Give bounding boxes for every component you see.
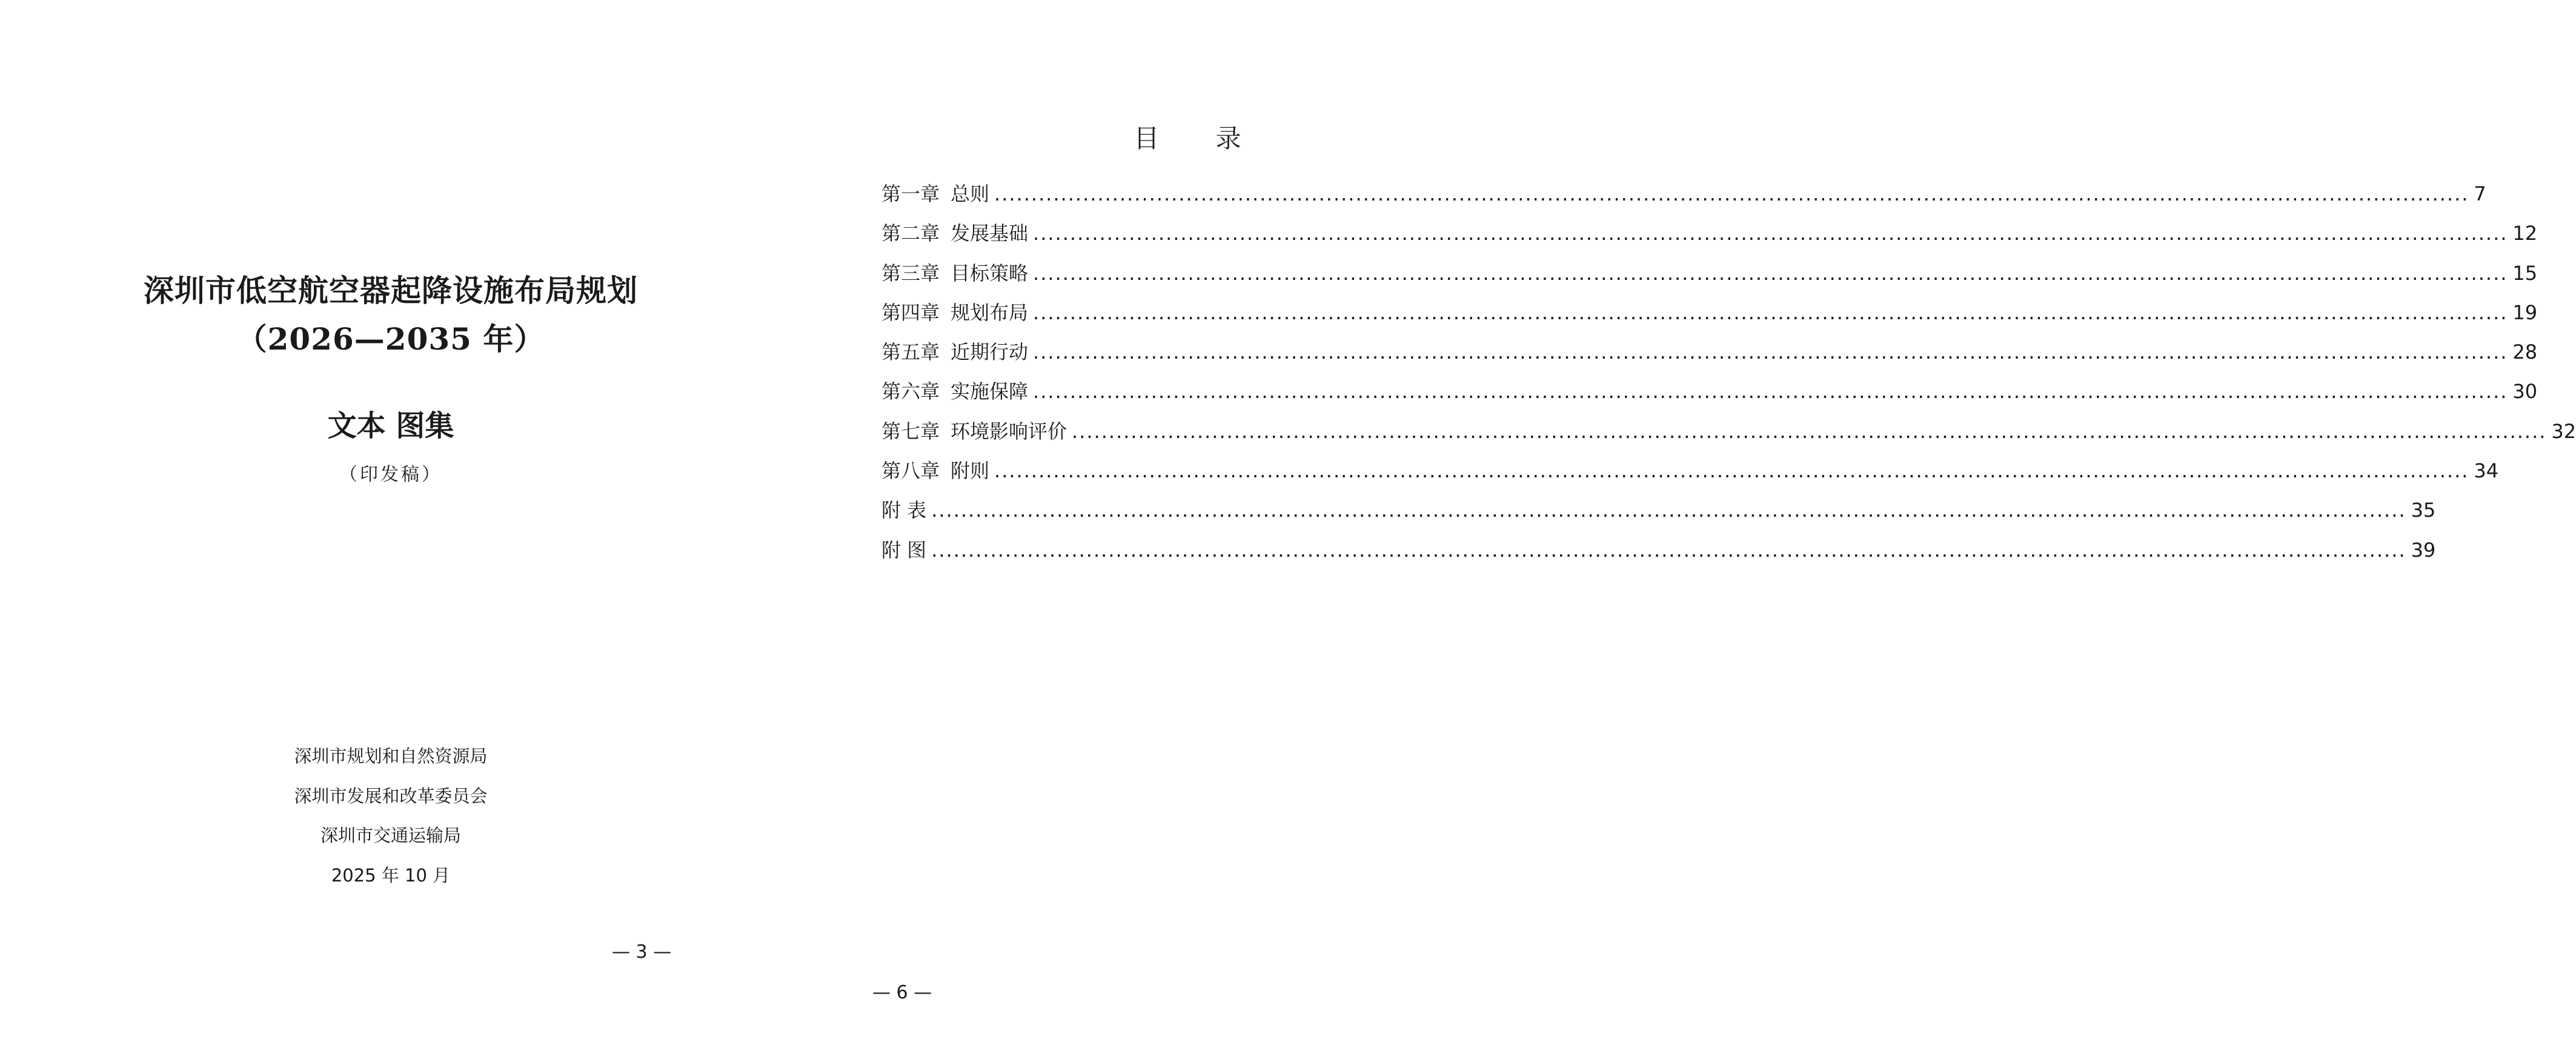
toc-entry[interactable] xyxy=(881,456,2499,495)
cover-title-years: （2026—2035 年） xyxy=(236,321,545,357)
issue-date: 2025 年 10 月 xyxy=(331,865,451,886)
toc-page-number: 30 xyxy=(2512,380,2538,403)
toc-chapter-label: 附 表 xyxy=(881,499,927,522)
toc-chapter-label: 第八章 xyxy=(881,459,940,483)
page-number: — 3 — xyxy=(612,941,672,963)
toc-entry[interactable] xyxy=(881,258,2538,297)
draft-note: （印发稿） xyxy=(339,464,442,485)
toc-entry[interactable] xyxy=(881,297,2538,337)
toc-chapter-label: 第二章 xyxy=(881,222,940,245)
toc-chapter-label: 第五章 xyxy=(881,340,940,364)
toc-entry-appendix-figures[interactable] xyxy=(881,535,2436,574)
toc-entry[interactable] xyxy=(881,218,2538,257)
toc-chapter-label: 附 图 xyxy=(881,538,927,562)
cover-subtitle: 文本 图集 xyxy=(327,409,454,443)
toc-chapter-label: 第四章 xyxy=(881,300,940,324)
toc-page xyxy=(751,0,2576,1062)
toc-chapter-title: 实施保障 xyxy=(951,380,1029,403)
toc-chapter-title: 规划布局 xyxy=(951,300,1029,324)
toc-page-number: 15 xyxy=(2512,261,2538,285)
cover-title: 深圳市低空航空器起降设施布局规划 xyxy=(144,273,638,308)
toc-chapter-label: 第一章 xyxy=(881,182,940,205)
toc-page-number: 35 xyxy=(2411,499,2436,522)
toc-leader-dots xyxy=(1033,380,2508,403)
toc-chapter-title: 发展基础 xyxy=(951,222,1029,245)
toc-leader-dots xyxy=(931,499,2406,522)
toc-page-number: 28 xyxy=(2512,340,2538,364)
toc-page-number: 7 xyxy=(2474,182,2486,205)
toc-page-number: 39 xyxy=(2411,538,2436,562)
page-number: — 6 — xyxy=(872,982,932,1003)
toc-chapter-title: 目标策略 xyxy=(951,261,1029,285)
toc-page-number: 19 xyxy=(2512,300,2538,324)
toc-leader-dots xyxy=(931,539,2406,562)
issuer-planning-bureau: 深圳市规划和自然资源局 xyxy=(294,746,488,766)
issuer-development-commission: 深圳市发展和改革委员会 xyxy=(294,786,488,806)
toc-entry[interactable] xyxy=(881,376,2538,416)
toc-page-number: 12 xyxy=(2512,222,2538,245)
toc-chapter-label: 第三章 xyxy=(881,261,940,285)
toc-leader-dots xyxy=(994,459,2469,482)
issuer-transport-bureau: 深圳市交通运输局 xyxy=(320,825,461,846)
toc-chapter-label: 第六章 xyxy=(881,380,940,403)
toc-chapter-title: 环境影响评价 xyxy=(951,419,1067,443)
toc-page-number: 34 xyxy=(2474,459,2499,483)
toc-leader-dots xyxy=(1072,420,2546,443)
toc-leader-dots xyxy=(1033,301,2508,324)
toc-entry[interactable] xyxy=(881,337,2538,376)
toc-entry-appendix-tables[interactable] xyxy=(881,495,2436,534)
toc-chapter-label: 第七章 xyxy=(881,419,940,443)
toc-leader-dots xyxy=(994,182,2469,205)
toc-heading: 目 录 xyxy=(1134,124,1266,153)
cover-page xyxy=(0,0,751,1062)
toc-entry[interactable] xyxy=(881,179,2486,218)
toc-chapter-title: 近期行动 xyxy=(951,340,1029,364)
toc-list xyxy=(881,179,2576,574)
toc-leader-dots xyxy=(1033,340,2508,363)
toc-chapter-title: 总则 xyxy=(951,182,990,205)
toc-entry[interactable] xyxy=(881,416,2576,456)
toc-page-number: 32 xyxy=(2551,419,2576,443)
toc-leader-dots xyxy=(1033,222,2508,245)
toc-chapter-title: 附则 xyxy=(951,459,990,483)
toc-leader-dots xyxy=(1033,262,2508,285)
